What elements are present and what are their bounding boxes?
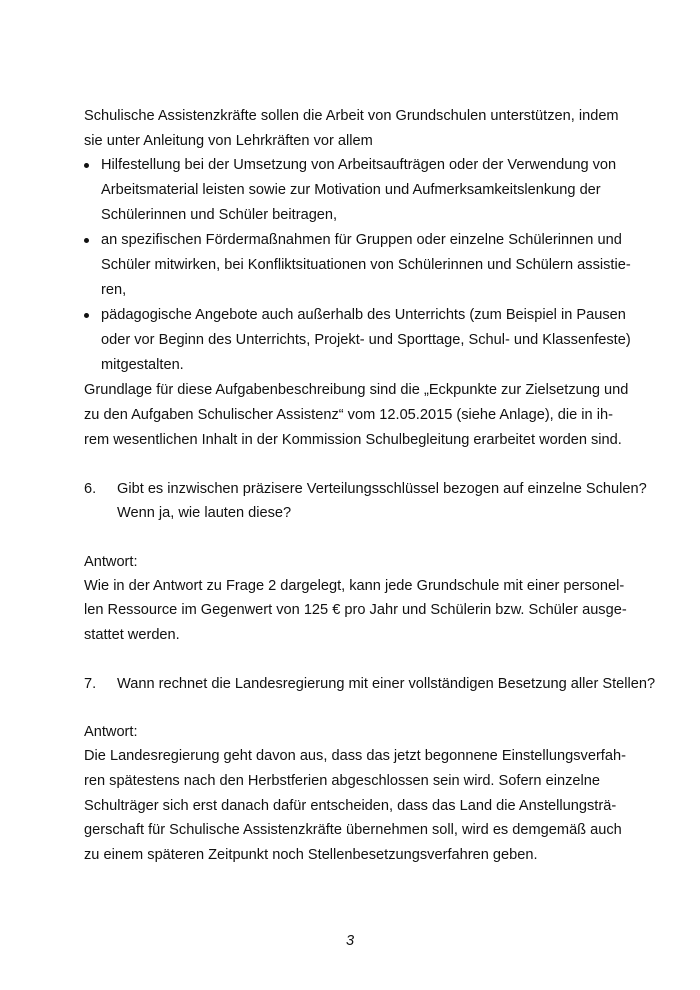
bullet-line: Hilfestellung bei der Umsetzung von Arbeitsaufträgen oder der Verwendung von xyxy=(101,157,617,173)
question-line: Gibt es inzwischen präzisere Verteilungsschlüssel bezogen auf einzelne Schulen? xyxy=(117,481,647,497)
question-line: Wann rechnet die Landesregierung mit einer vollständigen Besetzung aller Stellen? xyxy=(117,676,656,692)
bullet-line: oder vor Beginn des Unterrichts, Projekt- und Sporttage, Schul- und Klassenfeste) xyxy=(101,332,631,348)
question-number: 7. xyxy=(84,676,97,692)
bullet-line: pädagogische Angebote auch außerhalb des Unterrichts (zum Beispiel in Pausen xyxy=(101,307,626,323)
answer-line: Wie in der Antwort zu Frage 2 dargelegt, kann jede Grundschule mit einer personel- xyxy=(84,578,625,594)
answer-line: zu einem späteren Zeitpunkt noch Stellenbesetzungsverfahren geben. xyxy=(84,847,538,863)
answer-label: Antwort: xyxy=(84,554,138,570)
question-number: 6. xyxy=(84,481,97,497)
answer-line: gerschaft für Schulische Assistenzkräfte übernehmen soll, wird es demgemäß auch xyxy=(84,822,622,838)
bullet-line: mitgestalten. xyxy=(101,357,184,373)
bullet-line: an spezifischen Fördermaßnahmen für Gruppen oder einzelne Schülerinnen und xyxy=(101,232,622,248)
answer-label: Antwort: xyxy=(84,724,138,740)
bullet-dot xyxy=(84,313,89,318)
answer-line: ren spätestens nach den Herbstferien abgeschlossen sein wird. Sofern einzelne xyxy=(84,773,600,789)
basis-line: zu den Aufgaben Schulischer Assistenz“ vom 12.05.2015 (siehe Anlage), die in ih- xyxy=(84,407,613,423)
intro-line: sie unter Anleitung von Lehrkräften vor allem xyxy=(84,133,373,149)
page-number: 3 xyxy=(345,933,355,949)
bullet-line: Arbeitsmaterial leisten sowie zur Motivation und Aufmerksamkeitslenkung der xyxy=(101,182,601,198)
answer-line: Schulträger sich erst danach dafür entscheiden, dass das Land die Anstellungsträ- xyxy=(84,798,617,814)
answer-line: len Ressource im Gegenwert von 125 € pro Jahr und Schülerin bzw. Schüler ausge- xyxy=(84,602,627,618)
bullet-dot xyxy=(84,163,89,168)
answer-line: stattet werden. xyxy=(84,627,180,643)
question-line: Wenn ja, wie lauten diese? xyxy=(117,505,292,521)
basis-line: rem wesentlichen Inhalt in der Kommission Schulbegleitung erarbeitet worden sind. xyxy=(84,432,622,448)
basis-line: Grundlage für diese Aufgabenbeschreibung sind die „Eckpunkte zur Zielsetzung und xyxy=(84,382,629,398)
answer-line: Die Landesregierung geht davon aus, dass das jetzt begonnene Einstellungsverfah- xyxy=(84,748,626,764)
bullet-line: Schülerinnen und Schüler beitragen, xyxy=(101,207,338,223)
bullet-dot xyxy=(84,238,89,243)
bullet-line: Schüler mitwirken, bei Konfliktsituationen von Schülerinnen und Schülern assistie- xyxy=(101,257,631,273)
intro-line: Schulische Assistenzkräfte sollen die Arbeit von Grundschulen unterstützen, indem xyxy=(84,108,619,124)
bullet-line: ren, xyxy=(101,282,127,298)
